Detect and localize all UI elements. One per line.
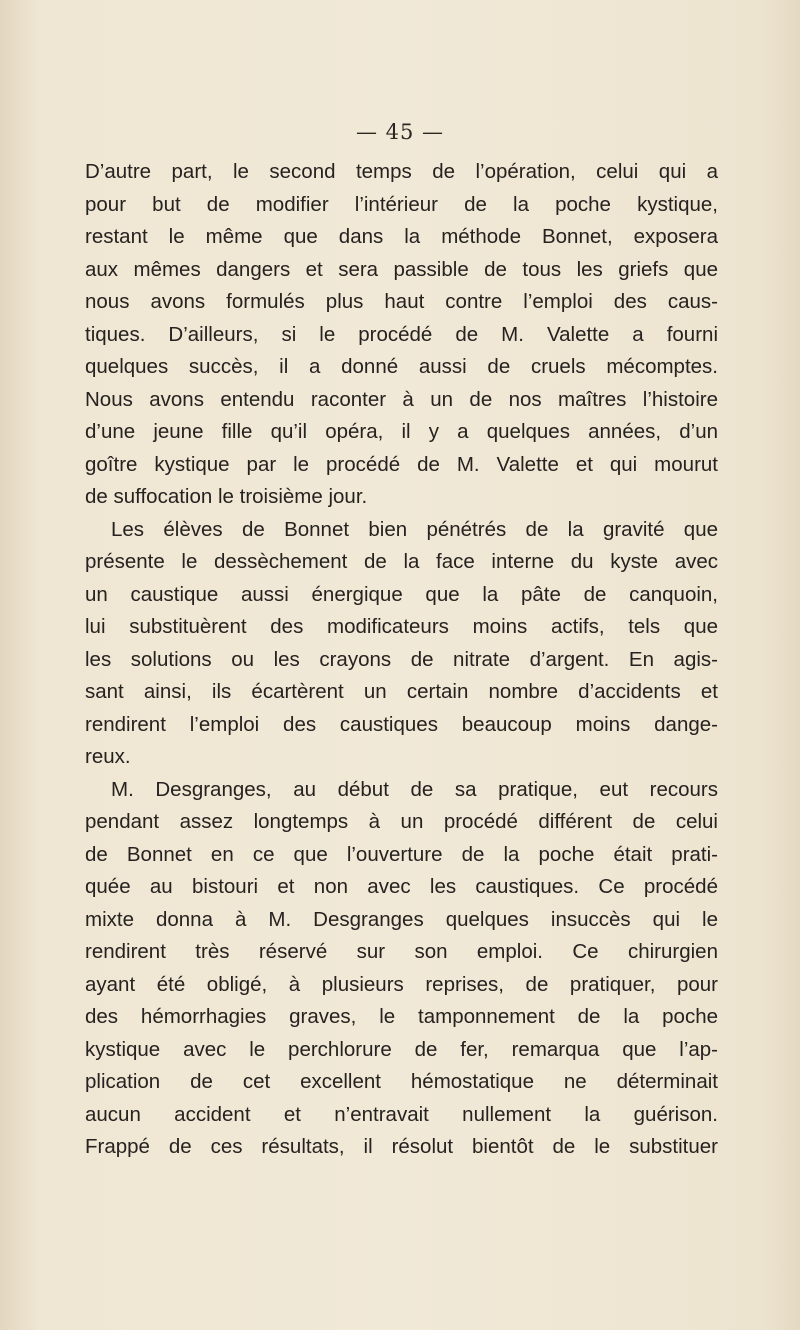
text-line: reux. — [85, 745, 131, 768]
text-line: D’autre part, le second temps de l’opération, celui qui a — [85, 160, 718, 183]
text-line: d’une jeune fille qu’il opéra, il y a quelques années, d’un — [85, 420, 718, 443]
text-line: lui substituèrent des modificateurs moins actifs, tels que — [85, 615, 718, 638]
text-line: présente le dessèchement de la face interne du kyste avec — [85, 550, 718, 573]
text-line: nous avons formulés plus haut contre l’emploi des caus- — [85, 290, 718, 313]
text-line: goître kystique par le procédé de M. Valette et qui mourut — [85, 452, 718, 476]
text-line: kystique avec le perchlorure de fer, remarqua que l’ap- — [85, 1037, 718, 1061]
text-line: plication de cet excellent hémostatique ne déterminait — [85, 1070, 718, 1093]
text-line: un caustique aussi énergique que la pâte de canquoin, — [85, 582, 718, 606]
text-line: aux mêmes dangers et sera passible de tous les griefs que — [85, 257, 718, 281]
text-line: tiques. D’ailleurs, si le procédé de M. Valette a fourni — [85, 322, 718, 346]
text-line: rendirent très réservé sur son emploi. Ce chirurgien — [85, 940, 718, 963]
text-line: restant le même que dans la méthode Bonnet, exposera — [85, 225, 718, 248]
text-line: Frappé de ces résultats, il résolut bientôt de le substituer — [85, 1135, 718, 1158]
text-line: de Bonnet en ce que l’ouverture de la poche était prati- — [85, 842, 718, 866]
body-text — [85, 156, 718, 1164]
text-line: quelques succès, il a donné aussi de cruels mécomptes. — [85, 355, 718, 378]
text-line: de suffocation le troisième jour. — [85, 485, 368, 508]
text-line: Les élèves de Bonnet bien pénétrés de la gravité que — [111, 517, 718, 541]
text-line: ayant été obligé, à plusieurs reprises, de pratiquer, pour — [85, 972, 718, 996]
text-line: des hémorrhagies graves, le tamponnement de la poche — [85, 1005, 718, 1028]
text-line: aucun accident et n’entravait nullement la guérison. — [85, 1102, 718, 1126]
text-line: Nous avons entendu raconter à un de nos maîtres l’histoire — [85, 387, 718, 411]
text-line: les solutions ou les crayons de nitrate d’argent. En agis- — [85, 647, 718, 671]
text-line: pendant assez longtemps à un procédé différent de celui — [85, 810, 718, 833]
text-line: mixte donna à M. Desgranges quelques insuccès qui le — [85, 907, 718, 931]
page-number: — 45 — — [355, 120, 445, 144]
text-line: quée au bistouri et non avec les caustiques. Ce procédé — [85, 875, 718, 898]
text-line: M. Desgranges, au début de sa pratique, eut recours — [111, 777, 718, 801]
text-line: pour but de modifier l’intérieur de la poche kystique, — [85, 192, 718, 216]
text-line: sant ainsi, ils écartèrent un certain nombre d’accidents et — [85, 680, 718, 703]
text-line: rendirent l’emploi des caustiques beaucoup moins dange- — [85, 712, 718, 736]
